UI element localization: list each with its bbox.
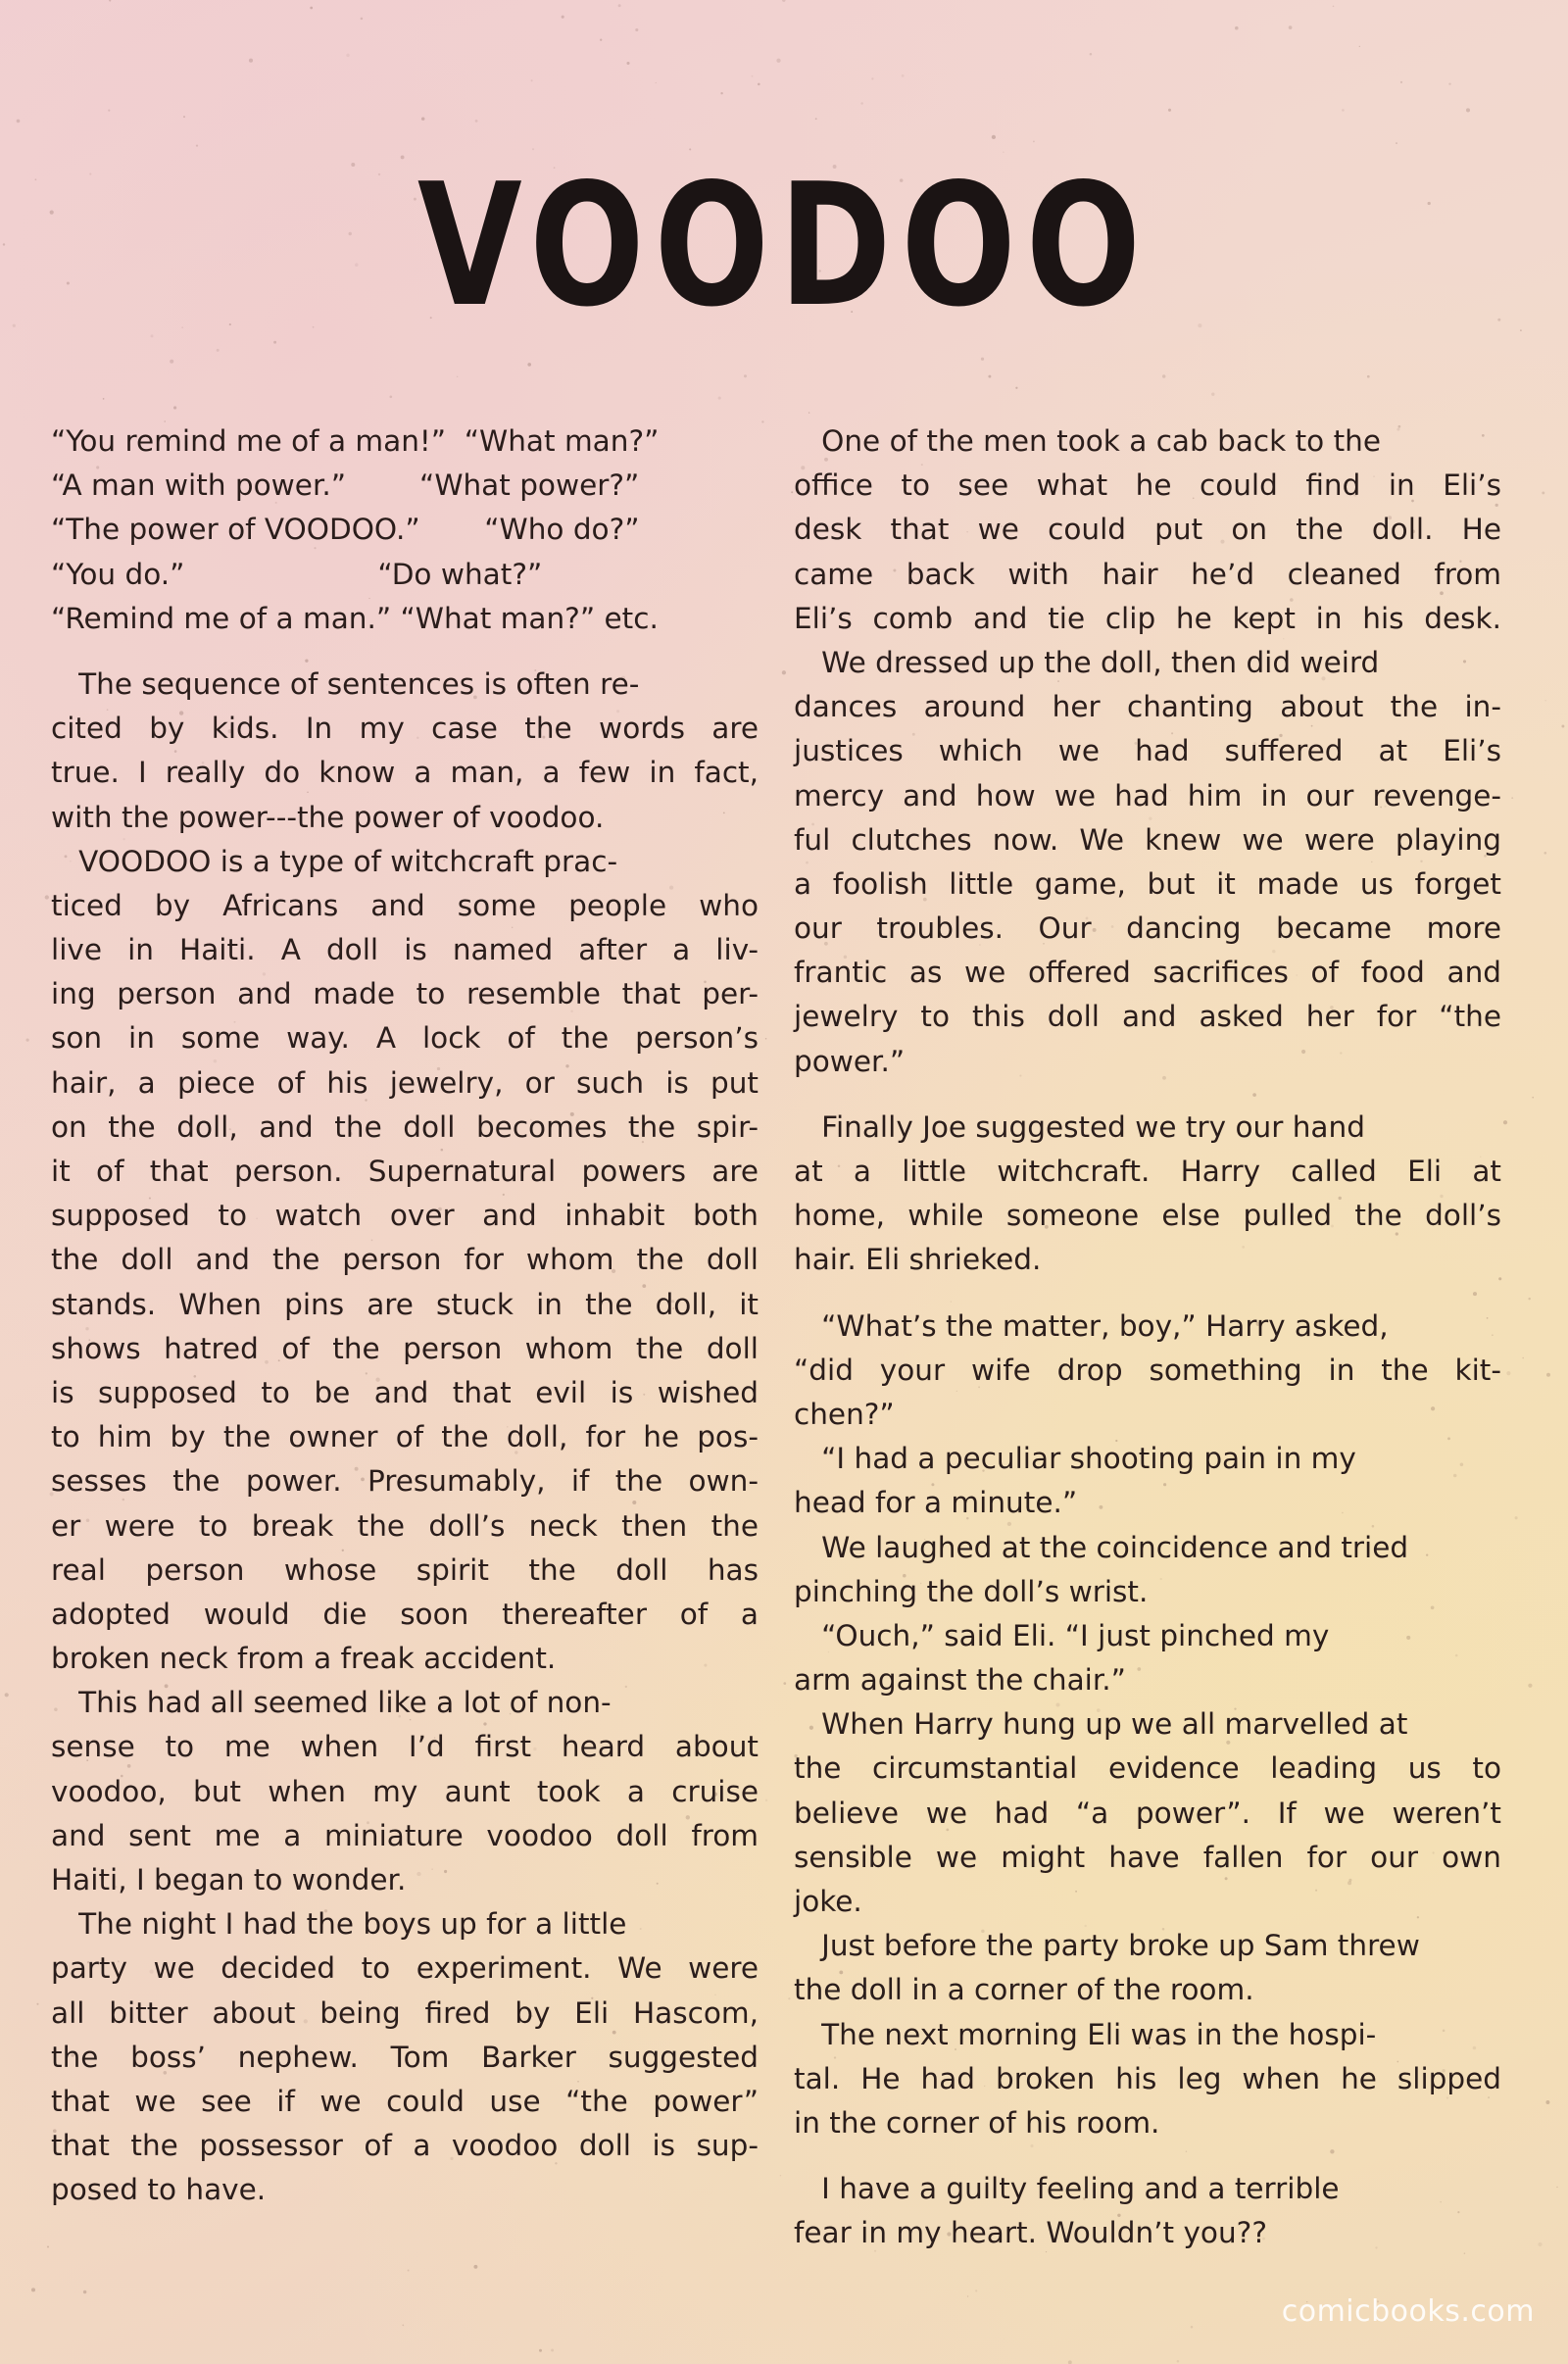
paper-speck [551, 2349, 554, 2352]
paragraph-gap [794, 1283, 1501, 1305]
paper-speck [539, 2349, 542, 2352]
paper-speck [170, 360, 173, 364]
text-line: is supposed to be and that evil is wished [51, 1375, 759, 1409]
paper-speck [5, 1693, 9, 1697]
text-line: “did your wife drop something in the kit- [794, 1353, 1501, 1387]
paper-speck [1068, 2360, 1072, 2364]
text-line: our troubles. Our dancing became more [794, 911, 1501, 946]
text-line: One of the men took a cab back to the [794, 424, 1382, 458]
text-line: power.” [794, 1044, 906, 1078]
left-text-column [51, 419, 759, 2213]
text-line: ing person and made to resemble that per- [51, 977, 759, 1011]
text-line: came back with hair he’d cleaned from [794, 557, 1501, 591]
paper-speck [183, 116, 185, 118]
paper-speck [310, 7, 313, 10]
text-line: ticed by Africans and some people who [51, 888, 759, 922]
paper-speck [1211, 393, 1214, 396]
paper-speck [815, 118, 817, 120]
paper-speck [1162, 374, 1166, 378]
paper-speck [718, 397, 721, 400]
text-line: a foolish little game, but it made us forget [794, 866, 1501, 901]
right-text-column [794, 419, 1501, 2256]
text-line: the doll and the person for whom the doll [51, 1243, 759, 1277]
paper-speck [103, 398, 105, 400]
paper-speck [765, 1799, 767, 1801]
text-line: I have a guilty feeling and a terrible [794, 2172, 1340, 2206]
paper-speck [967, 2295, 968, 2296]
text-line: jewelry to this doll and asked her for “the [794, 1000, 1501, 1034]
paper-speck [1542, 491, 1544, 494]
text-line: adopted would die soon thereafter of a [51, 1597, 759, 1631]
text-line: Just before the party broke up Sam threw [794, 1929, 1420, 1963]
text-line: the boss’ nephew. Tom Barker suggested [51, 2040, 759, 2074]
paper-speck [473, 2265, 477, 2269]
paper-speck [1466, 108, 1470, 112]
text-line: This had all seemed like a lot of non- [51, 1686, 612, 1720]
text-line: “I had a peculiar shooting pain in my [794, 1442, 1356, 1476]
paper-speck [527, 363, 531, 367]
text-line: posed to have. [51, 2173, 267, 2207]
text-line: that the possessor of a voodoo doll is sup- [51, 2129, 759, 2163]
text-line: at a little witchcraft. Harry called Eli at [794, 1155, 1501, 1188]
paper-speck [791, 491, 793, 493]
text-line: We laughed at the coincidence and tried [794, 1530, 1409, 1564]
paper-speck [981, 358, 984, 361]
paper-speck [109, 0, 111, 2]
paper-speck [361, 18, 364, 21]
paper-speck [1532, 1097, 1534, 1099]
paper-speck [1528, 1684, 1532, 1688]
paper-speck [860, 102, 863, 105]
paper-speck [752, 75, 754, 77]
paper-speck [992, 135, 996, 139]
text-line: “Ouch,” said Eli. “I just pinched my [794, 1618, 1330, 1652]
text-line: VOODOO is a type of witchcraft prac- [51, 844, 618, 878]
page-title: VOODOO [416, 147, 1152, 345]
text-line: er were to break the doll’s neck then the [51, 1508, 759, 1543]
text-line: home, while someone else pulled the doll’s [794, 1199, 1501, 1233]
paper-speck [1033, 141, 1035, 143]
text-line: sense to me when I’d first heard about [51, 1730, 759, 1764]
text-line: When Harry hung up we all marvelled at [794, 1707, 1408, 1742]
paper-speck [108, 109, 110, 111]
text-line: son in some way. A lock of the person’s [51, 1021, 759, 1056]
paper-speck [31, 2288, 35, 2291]
text-line: supposed to watch over and inhabit both [51, 1199, 759, 1233]
text-line: “You do.” “Do what?” [51, 557, 543, 591]
text-line: Eli’s comb and tie clip he kept in his desk. [794, 601, 1501, 635]
paper-speck [402, 2325, 404, 2327]
paper-speck [1506, 1371, 1510, 1375]
paper-speck [635, 28, 638, 31]
paper-speck [902, 74, 905, 77]
paper-speck [656, 82, 657, 83]
text-line: office to see what he could find in Eli’s [794, 468, 1501, 503]
text-line: the circumstantial evidence leading us to [794, 1751, 1501, 1786]
paper-speck [871, 77, 873, 79]
text-line: “Remind me of a man.” “What man?” etc. [51, 601, 659, 635]
text-line: sesses the power. Presumably, if the own- [51, 1464, 759, 1499]
paper-speck [173, 406, 176, 409]
paper-speck [1333, 5, 1335, 7]
text-line: real person whose spirit the doll has [51, 1552, 759, 1587]
text-line: fear in my heart. Wouldn’t you?? [794, 2216, 1267, 2250]
text-line: party we decided to experiment. We were [51, 1951, 759, 1986]
paper-speck [776, 59, 780, 63]
text-line: ful clutches now. We knew we were playing [794, 822, 1501, 857]
paper-speck [1168, 109, 1171, 112]
text-line: We dressed up the doll, then did weird [794, 645, 1380, 679]
text-line: pinching the doll’s wrist. [794, 1574, 1149, 1608]
text-line: voodoo, but when my aunt took a cruise [51, 1774, 759, 1808]
paper-speck [782, 670, 786, 674]
paper-speck [47, 2246, 49, 2248]
paper-speck [744, 374, 747, 377]
paper-speck [1544, 852, 1546, 855]
paper-speck [1191, 2326, 1194, 2329]
paper-speck [1528, 1298, 1530, 1300]
paper-speck [531, 79, 533, 81]
text-line: justices which we had suffered at Eli’s [794, 734, 1501, 768]
text-line: the doll in a corner of the room. [794, 1973, 1254, 2007]
paper-speck [1396, 142, 1397, 144]
text-line: shows hatred of the person whom the doll [51, 1331, 759, 1365]
text-line: live in Haiti. A doll is named after a liv- [51, 933, 759, 967]
paper-speck [45, 895, 49, 899]
site-watermark: comicbooks.com [1281, 2294, 1535, 2329]
paper-speck [600, 39, 602, 41]
paper-speck [1289, 25, 1293, 29]
paper-speck [1511, 797, 1513, 799]
text-line: that we see if we could use “the power” [51, 2084, 759, 2118]
text-line: and sent me a miniature voodoo doll from [51, 1818, 759, 1852]
paper-speck [1448, 82, 1450, 84]
text-line: believe we had “a power”. If we weren’t [794, 1796, 1501, 1830]
paper-speck [758, 83, 760, 86]
paper-speck [1538, 2242, 1542, 2246]
text-line: tal. He had broken his leg when he slipped [794, 2061, 1501, 2095]
text-line: arm against the chair.” [794, 1663, 1126, 1698]
paper-speck [1556, 2187, 1557, 2188]
text-line: dances around her chanting about the in- [794, 690, 1501, 724]
text-line: with the power---the power of voodoo. [51, 800, 605, 834]
paper-speck [1177, 2360, 1180, 2363]
paper-speck [1515, 1516, 1518, 1519]
paper-speck [788, 1997, 790, 1999]
text-line: on the doll, and the doll becomes the spir- [51, 1109, 759, 1144]
paper-speck [408, 2270, 410, 2272]
text-line: head for a minute.” [794, 1486, 1078, 1520]
paper-speck [83, 2290, 87, 2294]
paper-speck [1342, 109, 1345, 112]
paper-speck [475, 120, 478, 123]
paper-speck [720, 92, 722, 94]
text-line: it of that person. Supernatural powers are [51, 1155, 759, 1188]
paper-speck [1544, 700, 1545, 701]
paper-speck [562, 16, 564, 19]
paper-speck [975, 2290, 977, 2291]
text-line: “You remind me of a man!” “What man?” [51, 424, 660, 458]
paragraph-gap [794, 2145, 1501, 2167]
paper-speck [1400, 81, 1402, 83]
paper-speck [1359, 46, 1360, 47]
paper-speck [457, 376, 459, 378]
paper-speck [1561, 725, 1564, 728]
paper-speck [782, 0, 785, 2]
text-line: desk that we could put on the doll. He [794, 513, 1501, 547]
paper-speck [1545, 2100, 1549, 2104]
paper-speck [1546, 1373, 1550, 1377]
text-line: hair, a piece of his jewelry, or such is put [51, 1065, 759, 1100]
text-line: The next morning Eli was in the hospi- [794, 2017, 1377, 2051]
paper-speck [1235, 26, 1239, 30]
paper-speck [346, 54, 350, 58]
paper-speck [808, 412, 809, 413]
text-line: mercy and how we had him in our revenge- [794, 778, 1501, 813]
paper-speck [389, 395, 392, 398]
text-line: frantic as we offered sacrifices of food and [794, 956, 1501, 990]
text-line: stands. When pins are stuck in the doll, it [51, 1287, 759, 1321]
text-line: “What’s the matter, boy,” Harry asked, [794, 1308, 1389, 1343]
text-line: “The power of VOODOO.” “Who do?” [51, 513, 640, 547]
paper-speck [618, 4, 621, 7]
paragraph-gap [51, 641, 759, 663]
paper-speck [1367, 375, 1370, 378]
text-line: joke. [794, 1885, 862, 1918]
text-line: in the corner of his room. [794, 2105, 1160, 2140]
paper-speck [626, 62, 629, 65]
text-line: The night I had the boys up for a little [51, 1907, 627, 1942]
paper-speck [249, 59, 253, 63]
text-line: The sequence of sentences is often re- [51, 666, 640, 701]
text-line: true. I really do know a man, a few in fact, [51, 756, 759, 790]
paper-speck [783, 1682, 786, 1685]
text-line: “A man with power.” “What power?” [51, 468, 640, 503]
text-line: to him by the owner of the doll, for he pos- [51, 1420, 759, 1454]
paper-speck [765, 1038, 767, 1040]
paper-speck [761, 420, 763, 422]
paper-speck [17, 120, 21, 123]
paper-speck [217, 349, 220, 352]
text-line: hair. Eli shrieked. [794, 1243, 1042, 1277]
paper-speck [780, 2175, 781, 2176]
text-line: all bitter about being fired by Eli Hascom, [51, 1995, 759, 2030]
text-line: Haiti, I began to wonder. [51, 1863, 407, 1896]
paper-speck [25, 1038, 28, 1041]
paragraph-gap [794, 1084, 1501, 1106]
text-line: broken neck from a freak accident. [51, 1642, 557, 1676]
paper-speck [1090, 53, 1093, 56]
text-line: Finally Joe suggested we try our hand [794, 1109, 1365, 1144]
text-line: chen?” [794, 1397, 895, 1431]
paper-speck [36, 2003, 38, 2005]
paper-speck [988, 375, 991, 378]
paper-speck [1015, 387, 1017, 389]
paper-speck [1522, 1357, 1524, 1359]
text-line: sensible we might have fallen for our own [794, 1840, 1501, 1874]
paper-speck [421, 117, 424, 120]
text-line: cited by kids. In my case the words are [51, 712, 759, 746]
paper-speck [1503, 1120, 1507, 1124]
